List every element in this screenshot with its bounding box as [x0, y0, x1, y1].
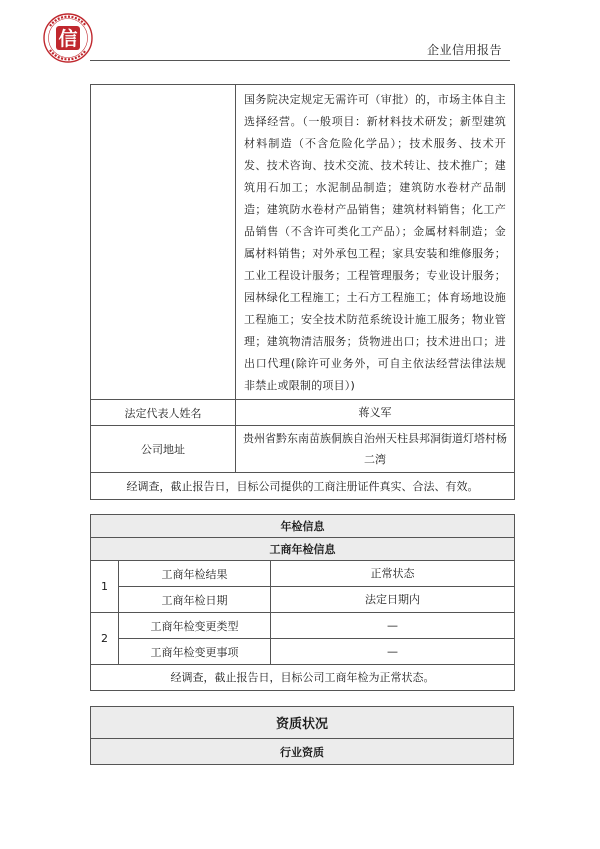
qualification-subtitle: 行业资质: [91, 739, 514, 765]
table-row: [91, 587, 515, 613]
header-divider: [90, 60, 510, 61]
business-scope-label-cell: [91, 85, 236, 400]
address-label: 公司地址: [91, 426, 236, 473]
svg-text:信: 信: [58, 28, 78, 50]
table-row: [91, 561, 515, 587]
annual-inspection-subtitle: 工商年检信息: [91, 538, 515, 561]
qualification-table: [90, 706, 514, 765]
table-row: [91, 613, 515, 639]
inspection-result-value: 正常状态: [271, 561, 515, 587]
page-header: [0, 0, 600, 70]
change-item-label: 工商年检变更事项: [119, 639, 271, 665]
annual-inspection-title: 年检信息: [91, 515, 515, 538]
business-scope-text: 国务院决定规定无需许可（审批）的，市场主体自主选择经营。（一般项目：新材料技术研发；新型建筑材料制造（不含危险化学品）；技术服务、技术开发、技术咨询、技术交流、技术转让、技术推广；建筑用石加工；水泥制品制造；建筑防水卷材产品制造；建筑防水卷材产品销售；建筑材料销售；化工产品销售（不含许可类化工产品）；金属材料制造；金属材料销售；对外承包工程；家具安装和维修服务；工业工程设计服务；工程管理服务；专业设计服务；园林绿化工程施工；土石方工程施工；体育场地设施工程施工；安全技术防范系统设计施工服务；物业管理；建筑物清洁服务；货物进出口；技术进出口；进出口代理(除许可业务外，可自主依法经营法律法规非禁止或限制的项目）): [236, 85, 515, 400]
report-title: 企业信用报告: [426, 43, 502, 57]
company-logo-icon: [42, 12, 94, 64]
address-row: [91, 426, 515, 473]
address-value: 贵州省黔东南苗族侗族自治州天柱县邦洞街道灯塔村杨二湾: [236, 426, 515, 473]
business-info-table: [90, 84, 515, 500]
business-note: 经调查，截止报告日，目标公司提供的工商注册证件真实、合法、有效。: [91, 473, 515, 500]
change-type-label: 工商年检变更类型: [119, 613, 271, 639]
legal-rep-label: 法定代表人姓名: [91, 400, 236, 426]
inspection-date-label: 工商年检日期: [119, 587, 271, 613]
inspection-result-label: 工商年检结果: [119, 561, 271, 587]
annual-inspection-note: 经调查，截止报告日，目标公司工商年检为正常状态。: [91, 665, 515, 691]
change-type-value: —: [271, 613, 515, 639]
business-scope-row: [91, 85, 515, 400]
legal-rep-value: 蒋义军: [236, 400, 515, 426]
inspection-date-value: 法定日期内: [271, 587, 515, 613]
change-item-value: —: [271, 639, 515, 665]
qualification-title: 资质状况: [91, 707, 514, 739]
business-note-row: [91, 473, 515, 500]
group-index: 1: [91, 561, 119, 613]
group-index: 2: [91, 613, 119, 665]
annual-inspection-table: [90, 514, 515, 691]
legal-rep-row: [91, 400, 515, 426]
table-row: [91, 639, 515, 665]
